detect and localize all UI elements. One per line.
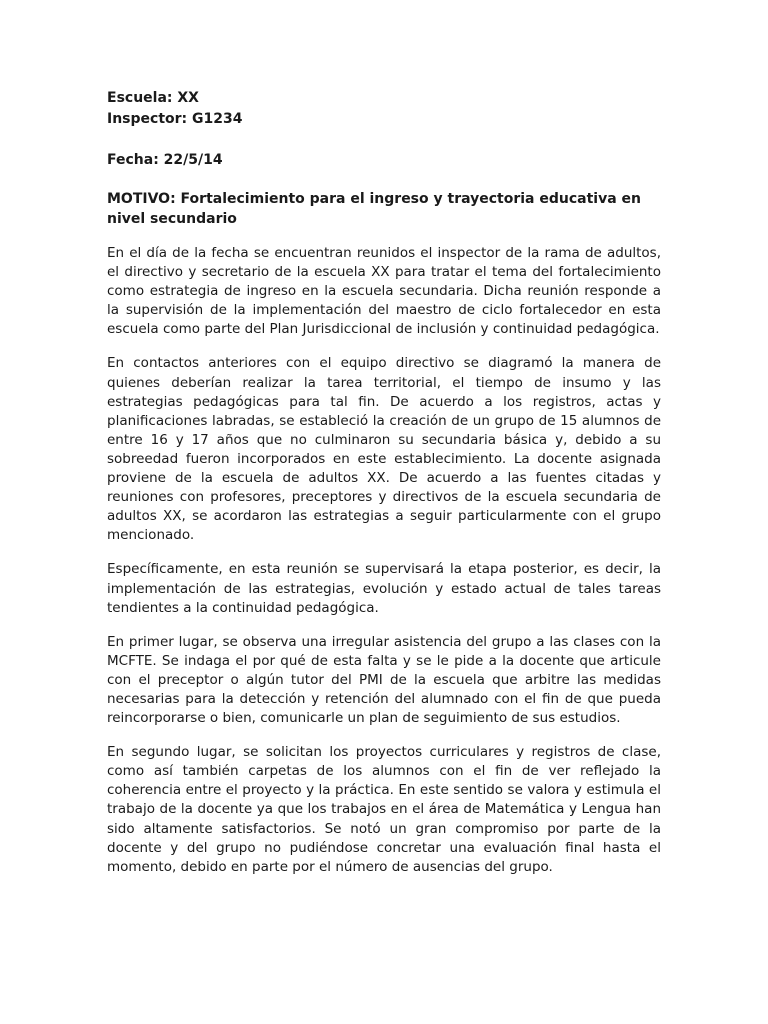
paragraph-1: En el día de la fecha se encuentran reunidos el inspector de la rama de adultos, el directivo y secretario de la escuela XX para tratar el tema del fortalecimiento como estrategia de ingreso en la escuela secundaria. Dicha reunión responde a la supervisión de la implementación del maestro de ciclo fortalecedor en esta escuela como parte del Plan Jurisdiccional de inclusión y continuidad pedagógica.	[107, 245, 661, 338]
paragraph-2: En contactos anteriores con el equipo directivo se diagramó la manera de quienes deberían realizar la tarea territorial, el tiempo de insumo y las estrategias pedagógicas para tal fin. De acuerdo a los registros, actas y planificaciones labradas, se estableció la creación de un grupo de 15 alumnos de entre 16 y 17 años que no culminaron su secundaria básica y, debido a su sobreedad fueron incorporados en este establecimiento. La docente asignada proviene de la escuela de adultos XX. De acuerdo a las fuentes citadas y reuniones con profesores, preceptores y directivos de la escuela secundaria de adultos XX, se acordaron las estrategias a seguir particularmente con el grupo mencionado.	[107, 355, 661, 544]
paragraph-4: En primer lugar, se observa una irregular asistencia del grupo a las clases con la MCFTE. Se indaga el por qué de esta falta y se le pide a la docente que articule con el preceptor o algún tutor del PMI de la escuela que arbitre las medidas necesarias para la detección y retención del alumnado con el fin de que pueda reincorporarse o bien, comunicarle un plan de seguimiento de sus estudios.	[107, 633, 661, 727]
document-page	[107, 88, 661, 877]
motivo-heading: MOTIVO: Fortalecimiento para el ingreso y trayectoria educativa en nivel secundario	[107, 191, 642, 227]
paragraph-3: Específicamente, en esta reunión se supervisará la etapa posterior, es decir, la implementación de las estrategias, evolución y estado actual de tales tareas tendientes a la continuidad pedagógica.	[107, 561, 661, 616]
school-label: Escuela: XX	[107, 90, 199, 106]
paragraph-5: En segundo lugar, se solicitan los proyectos curriculares y registros de clase, como así también carpetas de los alumnos con el fin de ver reflejado la coherencia entre el proyecto y la práctica. En este sentido se valora y estimula el trabajo de la docente ya que los trabajos en el área de Matemática y Lengua han sido altamente satisfactorios. Se notó un gran compromiso por parte de la docente y del grupo no pudiéndose concretar una evaluación final hasta el momento, debido en parte por el número de ausencias del grupo.	[107, 744, 661, 875]
date-label: Fecha: 22/5/14	[107, 152, 223, 168]
inspector-label: Inspector: G1234	[107, 111, 243, 127]
